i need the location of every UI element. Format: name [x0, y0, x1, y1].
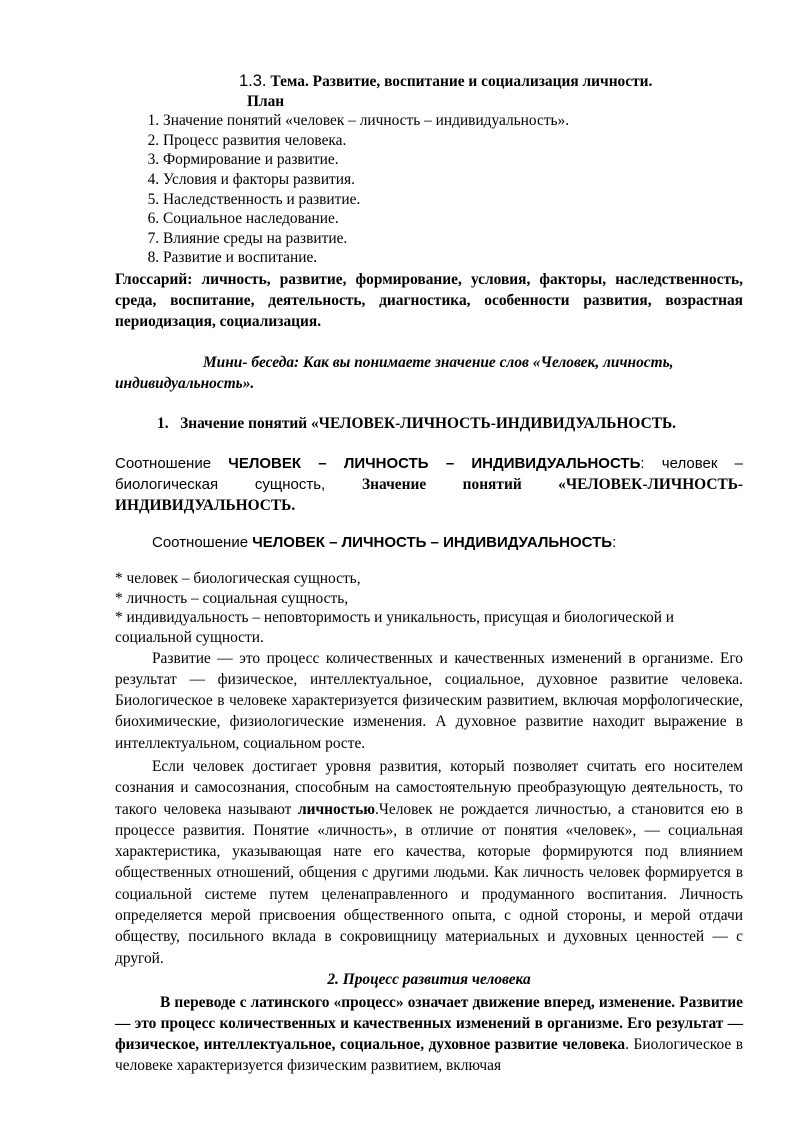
relation2-bold: ЧЕЛОВЕК – ЛИЧНОСТЬ – ИНДИВИДУАЛЬНОСТЬ	[252, 533, 613, 551]
personality-before: Если человек достигает уровня развития, который позволяет считать его носителем сознания и самосознания, способным на самостоятельную преобразующую деятельность, то такого человека называют	[115, 757, 743, 818]
relation-paragraph-2	[115, 533, 743, 553]
personality-after: .Человек не рождается личностью, а становится ею в процессе развития. Понятие «личность», в отличие от понятия «человек», — социальная характеристика, указывающая нате его качества, которые формируются под влиянием общественных отношений, общения с другими людьми. Как личность человек формируется в социальной системе путем целенаправленного и продуманного воспитания. Личность определяется мерой присвоения общественного опыта, с одной стороны, и мерой отдачи обществу, посильного вклада в сокровищницу материальных и духовных ценностей — с другой.	[115, 800, 743, 967]
process-after: . Биологическое в человеке характеризуется физическим развитием, включая	[115, 1036, 743, 1075]
relation-paragraph-1	[115, 453, 743, 516]
paragraph-development: Развитие — это процесс количественных и качественных изменений в организме. Его результат — физическое, интеллектуальное, социальное, духовное развитие человека. Биологическое в человеке характеризуется физическим развитием, включая морфологические, биохимические, физиологические изменения. А духовное развитие находит выражение в интеллектуальном, социальном росте.	[115, 649, 743, 752]
title-text: Тема. Развитие, воспитание и социализация личности.	[270, 73, 653, 90]
plan-item: 1. Значение понятий «человек – личность – индивидуальность».	[163, 111, 743, 131]
relation2-lead: Соотношение	[152, 533, 253, 551]
plan-list	[115, 111, 743, 268]
relation1-bold2: Значение понятий «ЧЕЛОВЕК-ЛИЧНОСТЬ-ИНДИВИДУАЛЬНОСТЬ.	[115, 475, 744, 514]
plan-item: 3. Формирование и развитие.	[163, 150, 743, 170]
relation1-lead: Соотношение	[115, 454, 229, 472]
plan-item: 5. Наследственность и развитие.	[163, 190, 743, 210]
bullet-list	[115, 569, 743, 647]
paragraph-personality	[115, 756, 743, 969]
personality-bold: личностью	[298, 800, 376, 818]
bullet-item: * человек – биологическая сущность,	[115, 570, 361, 588]
glossary: Глоссарий: личность, развитие, формирование, условия, факторы, наследственность, среда, воспитание, деятельность, диагностика, особенности развития, возрастная периодизация, социализация.	[115, 270, 743, 330]
relation1-rest: : человек – биологическая сущность,	[115, 454, 743, 493]
relation2-rest: :	[612, 533, 617, 551]
plan-item: 8. Развитие и воспитание.	[163, 248, 743, 268]
page-title	[239, 72, 743, 92]
paragraph-process	[115, 992, 743, 1077]
plan-item: 2. Процесс развития человека.	[163, 131, 743, 151]
bullet-item: * индивидуальность – неповторимость и уникальность, присущая и биологической и социальной сущности.	[115, 609, 675, 646]
section2-heading: 2. Процесс развития человека	[327, 970, 531, 988]
mini-talk: Мини- беседа: Как вы понимаете значение слов «Человек, личность, индивидуальность».	[115, 353, 674, 392]
plan-item: 6. Социальное наследование.	[163, 209, 743, 229]
plan-heading: План	[247, 92, 285, 110]
process-bold: В переводе с латинского «процесс» означает движение вперед, изменение. Развитие — это процесс количественных и качественных изменений в организме. Его результат — физическое, интеллектуальное, социальное, духовное развитие человека	[115, 993, 743, 1054]
title-number: 1.3.	[239, 72, 267, 90]
bullet-item: * личность – социальная сущность,	[115, 589, 349, 607]
section1-heading: 1. Значение понятий «ЧЕЛОВЕК-ЛИЧНОСТЬ-ИНДИВИДУАЛЬНОСТЬ.	[157, 414, 676, 432]
document-page	[115, 72, 743, 1077]
relation1-bold: ЧЕЛОВЕК – ЛИЧНОСТЬ – ИНДИВИДУАЛЬНОСТЬ	[228, 454, 641, 472]
plan-item: 7. Влияние среды на развитие.	[163, 229, 743, 249]
plan-item: 4. Условия и факторы развития.	[163, 170, 743, 190]
